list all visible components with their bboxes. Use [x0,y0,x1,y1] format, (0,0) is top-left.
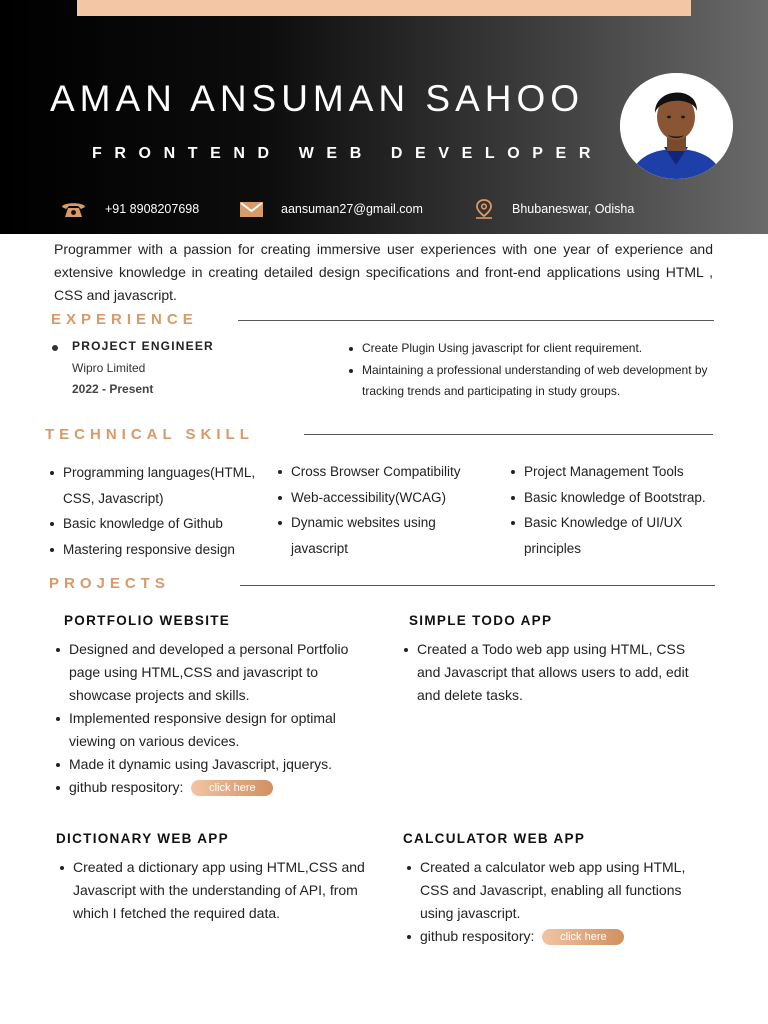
list-item: Created a calculator web app using HTML, CSS and Javascript, enabling all functions using javascript. [403,856,703,925]
list-item: Maintaining a professional understanding of web development by tracking trends and participating in study groups. [345,360,710,403]
calculator-github-button[interactable]: click here [542,929,624,945]
list-item [403,925,703,948]
project-title-todo: SIMPLE TODO APP [409,613,553,628]
list-item: Implemented responsive design for optimal viewing on various devices. [52,707,370,753]
profile-summary: Programmer with a passion for creating immersive user experiences with one year of experience and extensive knowledge in creating detailed design specifications and front-end applications using HTML , CSS and javascript. [54,241,713,303]
contact-location [474,199,634,219]
location-icon [474,199,494,219]
project-title-dictionary: DICTIONARY WEB APP [56,831,229,846]
list-item: Cross Browser Compatibility [274,459,484,485]
experience-bullets [345,338,710,403]
timeline-dot [52,345,58,351]
list-item: Made it dynamic using Javascript, jquerys. [52,753,370,776]
company-name: Wipro Limited [72,361,146,375]
list-item: Basic Knowledge of UI/UX principles [507,510,722,561]
top-accent-bar [77,0,691,16]
projects-heading: PROJECTS [49,575,170,592]
list-item [52,776,370,799]
mail-icon [240,201,263,218]
list-item: Project Management Tools [507,459,722,485]
list-item: Create Plugin Using javascript for client requirement. [345,338,710,360]
job-period: 2022 - Present [72,382,154,396]
experience-heading: EXPERIENCE [51,311,198,328]
list-item: Programming languages(HTML, CSS, Javascript) [46,460,268,511]
list-item: Mastering responsive design [46,537,268,563]
list-item: Created a Todo web app using HTML, CSS and Javascript that allows users to add, edit and delete tasks. [400,638,710,707]
skills-column-2 [274,459,484,561]
project-portfolio-bullets [52,638,370,799]
profile-photo [620,73,733,179]
portfolio-github-button[interactable]: click here [191,780,273,796]
github-label: github respository: [69,779,184,795]
skills-column-1 [46,460,268,562]
list-item: Created a dictionary app using HTML,CSS and Javascript with the understanding of API, from which I fetched the required data. [56,856,370,925]
list-item: Designed and developed a personal Portfolio page using HTML,CSS and javascript to showcase projects and skills. [52,638,370,707]
skills-column-3 [507,459,722,561]
email-address: aansuman27@gmail.com [281,202,423,216]
contact-phone [60,199,199,219]
list-item: Basic knowledge of Github [46,511,268,537]
header-banner [0,0,768,234]
skills-heading: TECHNICAL SKILL [45,426,254,443]
list-item: Web-accessibility(WCAG) [274,485,484,511]
candidate-role: FRONTEND WEB DEVELOPER [92,145,603,162]
github-label: github respository: [420,928,535,944]
experience-divider [238,320,714,321]
projects-divider [240,585,715,586]
candidate-name: AMAN ANSUMAN SAHOO [50,78,585,119]
list-item: Basic knowledge of Bootstrap. [507,485,722,511]
job-title: PROJECT ENGINEER [72,339,214,353]
phone-icon [60,201,87,218]
phone-number: +91 8908207698 [105,202,200,216]
project-todo-bullets [400,638,710,707]
project-title-calculator: CALCULATOR WEB APP [403,831,586,846]
location-text: Bhubaneswar, Odisha [512,202,635,216]
project-title-portfolio: PORTFOLIO WEBSITE [64,613,231,628]
project-dictionary-bullets [56,856,370,925]
project-calculator-bullets [403,856,703,948]
list-item: Dynamic websites using javascript [274,510,484,561]
skills-divider [304,434,713,435]
contact-email [240,199,423,219]
